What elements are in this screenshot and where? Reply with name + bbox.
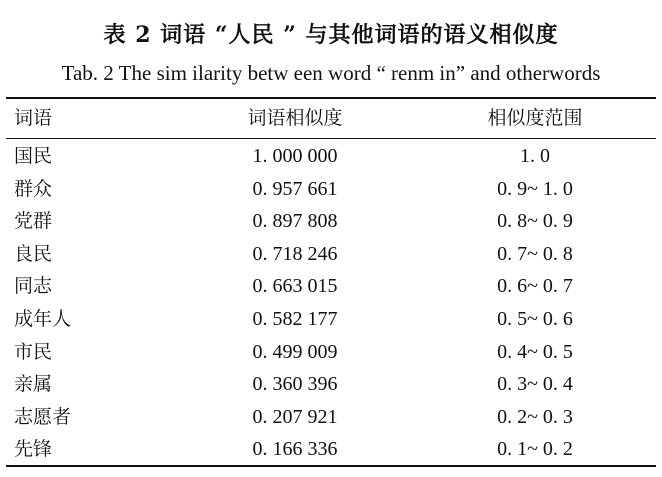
word-cell: 同志: [14, 275, 53, 297]
header-range: 相似度范围: [487, 107, 583, 129]
table-row: [0, 303, 662, 335]
table-row: [0, 270, 662, 302]
word-cell: 市民: [14, 341, 53, 363]
table-row: [0, 140, 662, 172]
word-cell: 党群: [14, 210, 53, 232]
similarity-cell: 0. 957 661: [252, 178, 338, 200]
similarity-cell: 0. 166 336: [252, 438, 338, 460]
table-caption-chinese: 表 2 词语 “人民 ” 与其他词语的语义相似度: [103, 22, 559, 48]
table-top-rule: [6, 97, 656, 99]
table-caption-english: Tab. 2 The sim ilarity betw een word “ renm in” and otherwords: [61, 61, 601, 85]
range-cell: 0. 2~ 0. 3: [497, 406, 573, 428]
table-bottom-rule: [6, 465, 656, 467]
table-row: [0, 433, 662, 465]
word-cell: 国民: [14, 145, 53, 167]
header-similarity: 词语相似度: [247, 107, 343, 129]
similarity-cell: 0. 663 015: [252, 275, 338, 297]
similarity-cell: 0. 897 808: [252, 210, 338, 232]
range-cell: 0. 1~ 0. 2: [497, 438, 573, 460]
word-cell: 良民: [14, 243, 53, 265]
table-row: [0, 173, 662, 205]
header-word: 词语: [14, 107, 53, 129]
similarity-cell: 0. 207 921: [252, 406, 338, 428]
table-row: [0, 368, 662, 400]
range-cell: 0. 5~ 0. 6: [497, 308, 573, 330]
range-cell: 1. 0: [520, 145, 550, 167]
range-cell: 0. 8~ 0. 9: [497, 210, 573, 232]
table-header-rule: [6, 138, 656, 139]
word-cell: 志愿者: [14, 406, 72, 428]
word-cell: 群众: [14, 178, 53, 200]
similarity-cell: 0. 582 177: [252, 308, 338, 330]
similarity-cell: 1. 000 000: [252, 145, 338, 167]
word-cell: 先锋: [14, 438, 53, 460]
table-row: [0, 205, 662, 237]
word-cell: 亲属: [14, 373, 53, 395]
range-cell: 0. 7~ 0. 8: [497, 243, 573, 265]
range-cell: 0. 6~ 0. 7: [497, 275, 573, 297]
word-cell: 成年人: [14, 308, 72, 330]
table-row: [0, 238, 662, 270]
range-cell: 0. 9~ 1. 0: [497, 178, 573, 200]
table-header-row: [0, 102, 662, 134]
similarity-cell: 0. 360 396: [252, 373, 338, 395]
similarity-cell: 0. 499 009: [252, 341, 338, 363]
range-cell: 0. 3~ 0. 4: [497, 373, 573, 395]
table-row: [0, 401, 662, 433]
table-row: [0, 336, 662, 368]
range-cell: 0. 4~ 0. 5: [497, 341, 573, 363]
similarity-cell: 0. 718 246: [252, 243, 338, 265]
